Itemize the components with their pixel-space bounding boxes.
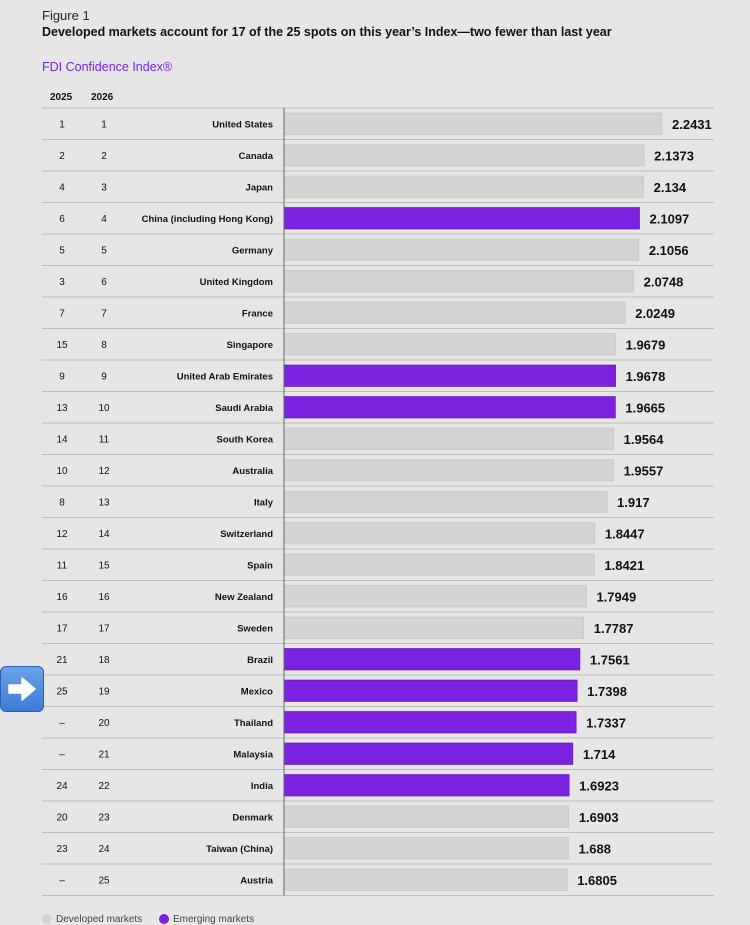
country-label: United Arab Emirates (176, 371, 273, 383)
rank-2025-label: 21 (56, 654, 68, 666)
rank-2026-label: 16 (98, 591, 110, 603)
rank-2026-label: 24 (98, 843, 110, 855)
rank-2026-label: 10 (98, 402, 110, 414)
value-label: 1.8447 (604, 526, 645, 542)
country-label: China (including Hong Kong) (141, 213, 273, 225)
legend-swatch-developed (42, 914, 52, 924)
legend-item-emerging (159, 914, 254, 925)
rank-2026-label: 12 (98, 465, 110, 477)
value-label: 1.9678 (625, 368, 666, 384)
rank-2026-label: 14 (98, 528, 110, 540)
figure-label: Figure 1 (42, 8, 90, 23)
rank-2026-label: 5 (101, 245, 107, 257)
value-label: 1.7398 (587, 683, 627, 699)
rank-2025-label: 20 (56, 812, 68, 824)
rank-2025-label: 13 (56, 402, 68, 414)
rank-2025-label: 12 (56, 528, 68, 540)
legend-item-developed (42, 914, 145, 925)
bar (284, 617, 584, 639)
value-label: 1.917 (617, 494, 650, 510)
country-label: Malaysia (233, 749, 273, 761)
rank-2026-label: 21 (98, 749, 110, 761)
rank-2026-label: 15 (98, 560, 110, 572)
legend-label-developed: Developed markets (56, 914, 143, 925)
country-label: Taiwan (China) (206, 843, 273, 855)
country-label: Australia (232, 465, 273, 477)
rank-2025-label: 14 (56, 434, 68, 446)
value-label: 1.7561 (589, 652, 630, 668)
bar (284, 113, 662, 135)
value-label: 1.7949 (596, 589, 637, 605)
country-label: South Korea (216, 434, 273, 446)
value-label: 1.6903 (578, 809, 619, 825)
country-label: Switzerland (220, 528, 273, 540)
country-label: Brazil (247, 654, 273, 666)
bar (284, 176, 644, 198)
column-header-2025: 2025 (50, 92, 73, 103)
rank-2025-label: 23 (56, 843, 68, 855)
rank-2026-label: 9 (101, 371, 107, 383)
value-label: 1.9665 (625, 400, 666, 416)
rank-2026-label: 11 (98, 434, 110, 446)
country-label: Spain (247, 560, 273, 572)
rank-2025-label: 15 (56, 339, 68, 351)
value-label: 1.688 (578, 841, 612, 857)
value-label: 1.6923 (579, 778, 619, 794)
rank-2026-label: 20 (98, 717, 110, 729)
chart-subtitle: FDI Confidence Index® (42, 60, 173, 74)
country-label: United Kingdom (199, 276, 273, 288)
rank-2025-label: 3 (59, 276, 65, 288)
rank-2026-label: 19 (98, 686, 110, 698)
country-label: Singapore (226, 339, 273, 351)
rank-2025-label: 24 (56, 780, 68, 792)
rank-2026-label: 17 (98, 623, 110, 635)
value-label: 2.0249 (635, 305, 675, 321)
bar (284, 869, 567, 891)
value-label: 1.8421 (604, 557, 645, 573)
rank-2025-label: 1 (59, 119, 65, 131)
rank-2025-label: 17 (56, 623, 68, 635)
rank-2025-label: 4 (59, 182, 65, 194)
rank-2025-label: 6 (59, 213, 65, 225)
column-header-2026: 2026 (91, 92, 114, 103)
right-arrow-glyph (1, 667, 43, 711)
country-label: Italy (253, 497, 273, 509)
value-label: 2.134 (653, 179, 687, 195)
bar (284, 649, 580, 671)
value-label: 1.9679 (625, 337, 666, 353)
value-label: 1.9564 (623, 431, 664, 447)
country-label: Denmark (232, 812, 273, 824)
bar (284, 428, 614, 450)
rank-2025-label: – (59, 717, 65, 729)
value-label: 1.7337 (586, 715, 626, 731)
bar (284, 743, 573, 765)
bar (284, 838, 568, 860)
bar (284, 491, 607, 513)
country-label: India (250, 780, 273, 792)
rank-2026-label: 22 (98, 780, 110, 792)
country-label: Germany (231, 245, 273, 257)
country-label: Saudi Arabia (215, 402, 273, 414)
bar (284, 586, 586, 608)
rank-2026-label: 3 (101, 182, 107, 194)
rank-2026-label: 1 (101, 119, 107, 131)
rank-2025-label: 10 (56, 465, 68, 477)
bar (284, 145, 644, 167)
rank-2025-label: 2 (59, 150, 65, 162)
value-label: 1.9557 (623, 463, 664, 479)
bar (284, 271, 634, 293)
rank-2026-label: 23 (98, 812, 110, 824)
rank-2025-label: – (59, 749, 65, 761)
bar (284, 775, 569, 797)
rank-2026-label: 18 (98, 654, 110, 666)
chart-legend (42, 914, 268, 925)
rank-2025-label: 9 (59, 371, 65, 383)
rank-2026-label: 4 (101, 213, 107, 225)
value-label: 1.714 (582, 746, 616, 762)
country-label: New Zealand (214, 591, 273, 603)
legend-swatch-emerging (159, 914, 169, 924)
bar (284, 365, 616, 387)
rank-2026-label: 13 (98, 497, 110, 509)
legend-label-emerging: Emerging markets (172, 914, 255, 925)
rank-2025-label: 16 (56, 591, 68, 603)
country-label: France (241, 308, 273, 320)
country-label: Mexico (240, 686, 273, 698)
rank-2026-label: 8 (101, 339, 107, 351)
bar (284, 523, 595, 545)
country-label: Thailand (233, 717, 273, 729)
value-label: 2.1097 (649, 211, 690, 227)
rank-2025-label: – (59, 875, 65, 887)
rank-2025-label: 11 (56, 560, 68, 572)
rank-2026-label: 2 (101, 150, 107, 162)
value-label: 2.1056 (648, 242, 689, 258)
country-label: Sweden (237, 623, 273, 635)
bar (284, 680, 577, 702)
bar (284, 554, 594, 576)
value-label: 2.1373 (654, 148, 694, 164)
bar (284, 334, 616, 356)
rank-2025-label: 8 (59, 497, 65, 509)
country-label: United States (212, 119, 273, 131)
right-arrow-icon[interactable] (0, 666, 44, 712)
value-label: 1.6805 (577, 872, 617, 888)
country-label: Austria (240, 875, 273, 887)
bar (284, 806, 569, 828)
bar (284, 208, 640, 230)
rank-2026-label: 7 (101, 308, 107, 320)
bar (284, 239, 639, 261)
bar (284, 397, 615, 419)
bar (284, 712, 576, 734)
rank-2026-label: 6 (101, 276, 107, 288)
value-label: 2.2431 (672, 116, 712, 132)
rank-2025-label: 25 (56, 686, 68, 698)
bar (284, 302, 625, 324)
country-label: Canada (238, 150, 273, 162)
country-label: Japan (245, 182, 273, 194)
rank-2025-label: 5 (59, 245, 65, 257)
rank-2026-label: 25 (98, 875, 110, 887)
bar (284, 460, 614, 482)
value-label: 1.7787 (593, 620, 634, 636)
figure-title: Developed markets account for 17 of the 25 spots on this year’s Index—two fewer than last year (42, 25, 612, 39)
value-label: 2.0748 (643, 274, 684, 290)
rank-2025-label: 7 (59, 308, 65, 320)
